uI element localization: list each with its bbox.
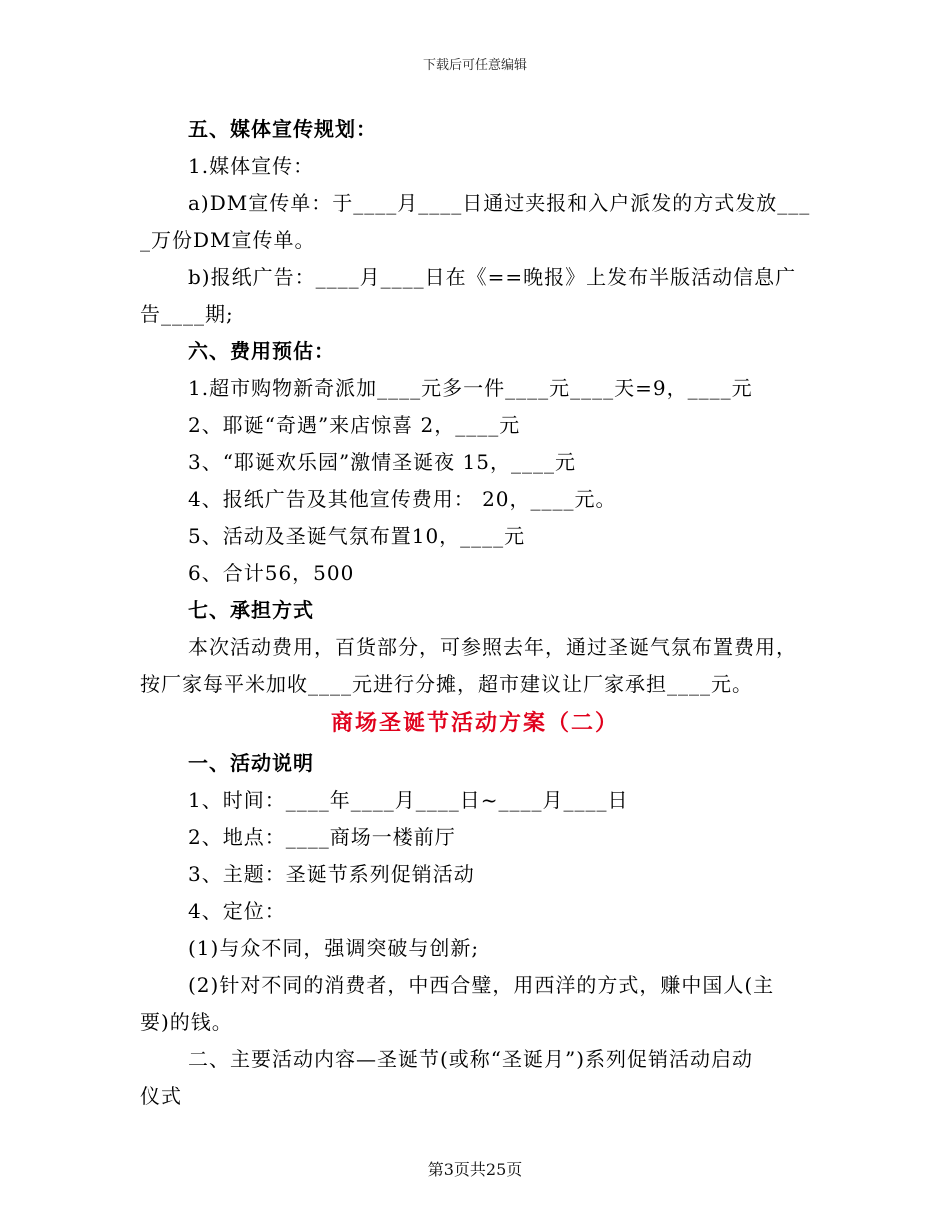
bearing-paragraph-line-1: 本次活动费用，百货部分，可参照去年，通过圣诞气氛布置费用， — [188, 635, 797, 659]
cost-item-4: 4、报纸广告及其他宣传费用： 20，____元。 — [188, 487, 617, 511]
positioning-item-1: (1)与众不同，强调突破与创新; — [188, 936, 480, 960]
cost-item-1: 1.超市购物新奇派加____元多一件____元____天=9，____元 — [188, 376, 753, 400]
section-heading-activity: 一、活动说明 — [188, 751, 314, 775]
media-newspaper-line-2: 告____期; — [140, 302, 234, 326]
positioning-item-2-line-1: (2)针对不同的消费者，中西合璧，用西洋的方式，赚中国人(主 — [188, 973, 775, 997]
main-activity-line-2: 仪式 — [140, 1084, 182, 1108]
positioning-item-2-line-2: 要)的钱。 — [140, 1010, 233, 1034]
cost-item-2: 2、耶诞“奇遇”来店惊喜 2，____元 — [188, 413, 521, 437]
media-dm-line-2: _万份DM宣传单。 — [140, 228, 316, 252]
activity-time: 1、时间：____年____月____日~____月____日 — [188, 788, 629, 812]
cost-item-6: 6、合计56，500 — [188, 561, 355, 585]
activity-positioning: 4、定位： — [188, 899, 286, 923]
bearing-paragraph-line-2: 按厂家每平米加收____元进行分摊，超市建议让厂家承担____元。 — [140, 672, 753, 696]
media-dm-line-1: a)DM宣传单：于____月____日通过夹报和入户派发的方式发放___ — [188, 191, 811, 215]
media-newspaper-line-1: b)报纸广告：____月____日在《==晚报》上发布半版活动信息广 — [188, 265, 797, 289]
activity-theme: 3、主题：圣诞节系列促销活动 — [188, 862, 475, 886]
media-item-1: 1.媒体宣传： — [188, 154, 315, 178]
page-footer: 第3页共25页 — [427, 1160, 523, 1179]
page-header: 下载后可任意编辑 — [422, 58, 527, 73]
activity-location: 2、地点：____商场一楼前厅 — [188, 825, 456, 849]
cost-item-5: 5、活动及圣诞气氛布置10，____元 — [188, 524, 526, 548]
section-title: 商场圣诞节活动方案（二） — [330, 710, 619, 736]
cost-item-3: 3、“耶诞欢乐园”激情圣诞夜 15，____元 — [188, 450, 576, 474]
main-activity-line-1: 二、主要活动内容—圣诞节(或称“圣诞月”)系列促销活动启动 — [188, 1047, 754, 1071]
section-heading-cost: 六、费用预估： — [188, 339, 335, 363]
section-heading-media: 五、媒体宣传规划： — [188, 117, 377, 141]
section-heading-bearing: 七、承担方式 — [188, 598, 314, 622]
